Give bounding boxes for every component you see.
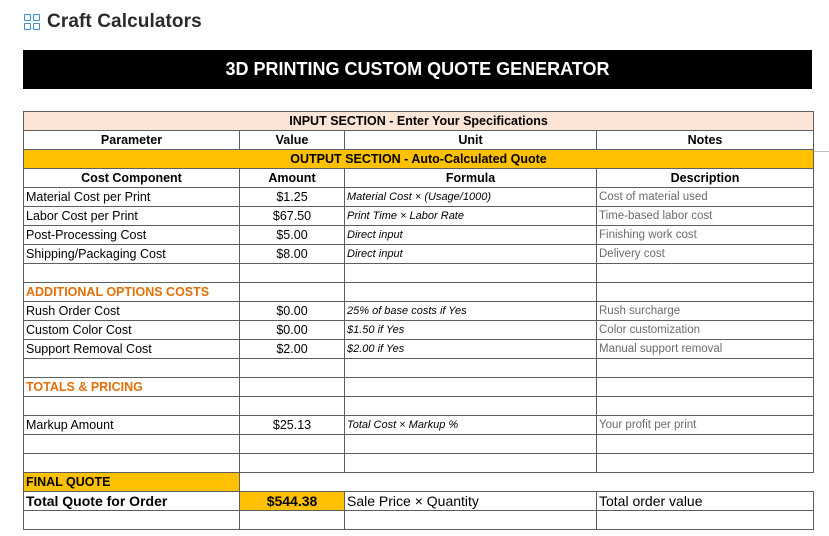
final-heading-row <box>24 473 814 492</box>
cell-amount[interactable]: $5.00 <box>240 226 345 245</box>
sheet-title: 3D PRINTING CUSTOM QUOTE GENERATOR <box>23 50 812 89</box>
additional-heading-row <box>24 283 814 302</box>
empty-cell[interactable] <box>345 435 597 454</box>
cell-formula[interactable]: Material Cost × (Usage/1000) <box>345 188 597 207</box>
empty-cell[interactable] <box>345 264 597 283</box>
cell-formula[interactable]: $1.50 if Yes <box>345 321 597 340</box>
header-cost-component[interactable]: Cost Component <box>24 169 240 188</box>
table-row <box>24 416 814 435</box>
cell-description[interactable]: Cost of material used <box>597 188 814 207</box>
cell-description[interactable]: Finishing work cost <box>597 226 814 245</box>
cell-description[interactable]: Manual support removal <box>597 340 814 359</box>
empty-cell[interactable] <box>597 397 814 416</box>
empty-cell[interactable] <box>597 264 814 283</box>
total-quote-formula[interactable]: Sale Price × Quantity <box>345 492 597 511</box>
empty-cell[interactable] <box>597 454 814 473</box>
output-section-row <box>24 150 814 169</box>
empty-cell[interactable] <box>24 264 240 283</box>
empty-row <box>24 359 814 378</box>
sheet-gridline <box>813 151 829 152</box>
cell-component[interactable]: Rush Order Cost <box>24 302 240 321</box>
cell-component[interactable]: Shipping/Packaging Cost <box>24 245 240 264</box>
empty-cell[interactable] <box>597 511 814 530</box>
cell-formula[interactable]: $2.00 if Yes <box>345 340 597 359</box>
final-quote-heading[interactable]: FINAL QUOTE <box>24 473 240 492</box>
empty-cell[interactable] <box>345 359 597 378</box>
table-row <box>24 245 814 264</box>
empty-cell[interactable] <box>24 511 240 530</box>
empty-cell[interactable] <box>345 378 597 397</box>
empty-cell[interactable] <box>597 378 814 397</box>
cell-description[interactable]: Rush surcharge <box>597 302 814 321</box>
brand-name: Craft Calculators <box>47 11 202 32</box>
cell-component[interactable]: Markup Amount <box>24 416 240 435</box>
cell-component[interactable]: Post-Processing Cost <box>24 226 240 245</box>
empty-row <box>24 511 814 530</box>
total-quote-amount[interactable]: $544.38 <box>240 492 345 511</box>
quote-sheet <box>23 111 814 530</box>
header-parameter[interactable]: Parameter <box>24 131 240 150</box>
header-unit[interactable]: Unit <box>345 131 597 150</box>
empty-cell <box>345 473 597 492</box>
cell-formula[interactable]: 25% of base costs if Yes <box>345 302 597 321</box>
cell-description[interactable]: Delivery cost <box>597 245 814 264</box>
cell-formula[interactable]: Print Time × Labor Rate <box>345 207 597 226</box>
header-value[interactable]: Value <box>240 131 345 150</box>
cell-amount[interactable]: $67.50 <box>240 207 345 226</box>
cell-formula[interactable]: Total Cost × Markup % <box>345 416 597 435</box>
cell-amount[interactable]: $25.13 <box>240 416 345 435</box>
empty-row <box>24 264 814 283</box>
empty-cell[interactable] <box>24 454 240 473</box>
table-row <box>24 207 814 226</box>
table-row <box>24 226 814 245</box>
cell-amount[interactable]: $0.00 <box>240 321 345 340</box>
table-row <box>24 188 814 207</box>
total-quote-row <box>24 492 814 511</box>
header-notes[interactable]: Notes <box>597 131 814 150</box>
empty-cell[interactable] <box>240 511 345 530</box>
input-section-row <box>24 112 814 131</box>
input-section-heading: INPUT SECTION - Enter Your Specifications <box>24 112 814 131</box>
output-section-heading: OUTPUT SECTION - Auto-Calculated Quote <box>24 150 814 169</box>
empty-cell[interactable] <box>240 397 345 416</box>
cell-amount[interactable]: $8.00 <box>240 245 345 264</box>
grid-logo-icon <box>24 14 40 30</box>
cell-amount[interactable]: $0.00 <box>240 302 345 321</box>
brand-logo <box>24 10 202 34</box>
empty-row <box>24 397 814 416</box>
empty-row <box>24 454 814 473</box>
empty-cell[interactable] <box>240 283 345 302</box>
cell-formula[interactable]: Direct input <box>345 245 597 264</box>
empty-cell <box>240 473 345 492</box>
empty-cell[interactable] <box>240 359 345 378</box>
additional-options-heading[interactable]: ADDITIONAL OPTIONS COSTS <box>24 283 240 302</box>
table-row <box>24 340 814 359</box>
empty-cell[interactable] <box>345 397 597 416</box>
cell-description[interactable]: Color customization <box>597 321 814 340</box>
empty-cell[interactable] <box>240 435 345 454</box>
cell-description[interactable]: Your profit per print <box>597 416 814 435</box>
header-description[interactable]: Description <box>597 169 814 188</box>
cell-component[interactable]: Custom Color Cost <box>24 321 240 340</box>
empty-row <box>24 435 814 454</box>
empty-cell[interactable] <box>24 359 240 378</box>
empty-cell[interactable] <box>240 378 345 397</box>
empty-cell[interactable] <box>240 454 345 473</box>
output-header-row <box>24 169 814 188</box>
cell-component[interactable]: Labor Cost per Print <box>24 207 240 226</box>
cell-component[interactable]: Material Cost per Print <box>24 188 240 207</box>
empty-cell[interactable] <box>345 511 597 530</box>
header-formula[interactable]: Formula <box>345 169 597 188</box>
table-row <box>24 302 814 321</box>
input-header-row <box>24 131 814 150</box>
cell-description[interactable]: Time-based labor cost <box>597 207 814 226</box>
empty-cell[interactable] <box>345 454 597 473</box>
empty-cell[interactable] <box>24 397 240 416</box>
total-quote-label[interactable]: Total Quote for Order <box>24 492 240 511</box>
cell-amount[interactable]: $2.00 <box>240 340 345 359</box>
empty-cell[interactable] <box>240 264 345 283</box>
totals-heading-row <box>24 378 814 397</box>
cell-formula[interactable]: Direct input <box>345 226 597 245</box>
total-quote-description[interactable]: Total order value <box>597 492 814 511</box>
empty-cell[interactable] <box>597 435 814 454</box>
cell-amount[interactable]: $1.25 <box>240 188 345 207</box>
empty-cell[interactable] <box>597 283 814 302</box>
empty-cell[interactable] <box>597 359 814 378</box>
empty-cell[interactable] <box>24 435 240 454</box>
empty-cell[interactable] <box>345 283 597 302</box>
cell-component[interactable]: Support Removal Cost <box>24 340 240 359</box>
header-amount[interactable]: Amount <box>240 169 345 188</box>
totals-pricing-heading[interactable]: TOTALS & PRICING <box>24 378 240 397</box>
empty-cell <box>597 473 814 492</box>
table-row <box>24 321 814 340</box>
